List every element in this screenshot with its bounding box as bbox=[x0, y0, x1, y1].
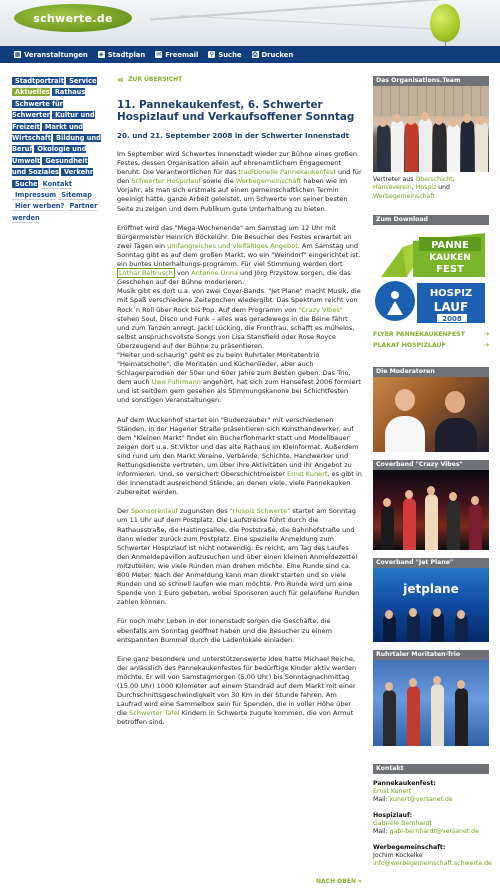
trio-photo bbox=[373, 660, 489, 746]
crazy-vibes-photo bbox=[373, 470, 489, 550]
topnav-stadtplan[interactable]: ◈ Stadtplan bbox=[98, 50, 146, 59]
link-angebot[interactable]: umfangreiches und vielfältiges Angebot bbox=[167, 241, 298, 250]
print-icon: ⎙ bbox=[252, 51, 258, 58]
link-schwerter-tafel[interactable]: Schwerter Tafel bbox=[129, 709, 180, 718]
festival-logo-art bbox=[373, 231, 489, 327]
sidebar-item-kultur-freizeit[interactable]: Kultur und Freizeit bbox=[12, 111, 95, 131]
team-caption: Vertreter aus Oberschicht, Hanseverein, Hospiz und Werbegemeinschaft bbox=[373, 176, 455, 200]
kontakt-email-link[interactable]: info@werbegemeinschaft.schwerte.de bbox=[373, 860, 492, 868]
link-hospiz[interactable]: Hospiz bbox=[415, 184, 437, 192]
jet-plane-logo: jetplane bbox=[403, 582, 459, 597]
sidebar-item-verkehr[interactable]: Verkehr bbox=[61, 168, 93, 177]
balloon-icon bbox=[430, 4, 460, 42]
art-word: FEST bbox=[436, 264, 464, 276]
download-arrow-icon: ⇢ bbox=[483, 341, 489, 350]
sidebar-item-aktuelles[interactable]: Aktuelles bbox=[12, 88, 50, 97]
art-word: HOSPIZ bbox=[429, 288, 473, 300]
article-subtitle: 20. und 21. September 2008 in der Schwerter Innenstadt bbox=[117, 131, 350, 140]
crazy-vibes-box-header: Coverband "Crazy Vibes" bbox=[373, 460, 489, 470]
right-sidebar bbox=[373, 76, 492, 868]
header-decoration bbox=[150, 0, 449, 20]
jet-plane-photo bbox=[373, 568, 489, 642]
article-paragraph: Eröffnet wird das "Mega-Wochenende" am Samstag um 12 Uhr mit Bürgermeister Heinrich Böckelühr. Die Besucher des Festes erwartet an zwei Tagen ein umfangreiches und vielfältiges Angebot. Am Samstag und Sonntag gibt es auf dem großen Markt, wo ein "Weindorf" eingerichtet ist, ein buntes Unterhaltungs-programm. Für viel Stimmung werden dort Lothar Baltrusch von Antenne Unna und Jörg Przystow sorgen, die das Geschehen auf der Bühne moderieren. Musik gibt es dort u.a. von zwei Cover-Bands. "Jet Plane" macht Musik, die mit Spaß verschiedene Zeitepochen wiedergibt. Das Spektrum reicht von Rock´n Roll über Rock bis Pop. Auf dem Programm von "Crazy Vibes" stehen Soul, Disco und Funk – alles was geradewegs in die Beine fährt und zum Tanzen anregt. Jacki Lücking, die Frontfrau, schafft es mühelos, selbst anspruchsvollste Songs von Lisa Stansfield oder Rose Royce überzeugend auf der Bühne zu präsentieren. "Heiter und schaurig" geht es zu beim Ruhrtaler Moritatentrio "Heimatscholle", die Moritaten und Küchenlieder, aber auch Schlagerparodien der 50er und 60er Jahre zum Besten geben. Das Trio, dem auch Uwe Fuhrmann angehört, hat sich zum Hansefest 2006 formiert und ist seitdem gern gesehen als Stimmungskanone bei Schichtfesten und sonstigen Veranstaltungen. bbox=[117, 223, 361, 405]
download-plakat-link[interactable]: PLAKAT HOSPIZLAUF ⇢ bbox=[373, 341, 489, 350]
article-paragraph: Eine ganz besondere und unterstützenswerte Idee hatte Michael Reiche, der anlässlich des Pannekaukenfestes für bedürftige Kinder aktiv werden möchte. Er will von Samstagmorgen (5.00 Uhr) bis Sonntagnachmittag (15.00 Uhr) 1000 Kilometer auf einem Standrad auf dem Markt mit einer Durchschnittsgeschwindigkeit von 30 Km in der Stunde fahren. Am Laufrad wird eine Sammelbox sein für Spenden, die in voller Höhe über die Schwerter Tafel Kindern in Schwerte zugute kommen, die von Armut betroffen sind. bbox=[117, 654, 357, 727]
calendar-icon: ▦ bbox=[14, 51, 21, 58]
kontakt-email-link[interactable]: gabi-bernhardt@versanet.de bbox=[389, 828, 479, 836]
kontakt-email-link[interactable]: kunert@versanet.de bbox=[389, 796, 453, 804]
team-photo bbox=[373, 86, 489, 172]
sidebar-item-rathaus[interactable]: Rathaus bbox=[52, 88, 85, 97]
kontakt-name: Jochim Kockelke bbox=[373, 852, 423, 860]
article-paragraph: Im September wird Schwertes Innenstadt wieder zur Bühne eines großen Festes, dessen Organisation allein auf ehrenamtlichem Engagement beruht. Die Verantwortlichen für das traditionelle Pannekaukenfest und für den Schwerter Hospizlauf sowie die Werbegemeinschaft haben wie im Vorjahr, als man sich erstmals auf einen gemeinschaftlichen Termin geeinigt hatte, ganze Arbeit geleistet, um Schwerte von seiner besten Seite zu zeigen und dem Publikum gute Unterhaltung zu bieten. bbox=[117, 150, 362, 213]
article-paragraph: Der Sponsorenlauf zugunsten des "Hospiz Schwerte" startet am Sonntag um 11 Uhr auf dem Postplatz. Die Laufstrecke führt durch die Rathausstraße, die Hastingsallee, die Poststraße, die Bahnhofstraße und dann wieder zurück zum Postplatz. Eine spezielle Anmeldung zum Schwerter Hospizlauf ist nicht notwendig. Es reicht, am Tag des Laufes den Anmeldepavillon aufzusuchen und über einen kleinen Anmeldezettel mitzuteilen, wie viele Runden man drehen möchte. Eine Runde sind ca. 800 Meter. Nach der Anmeldung kann man direkt starten und so viele Runden und so schnell laufen wie man möchte. Pro Runde wird um eine Spende von 1 Euro gebeten, wobei Sponsoren auch für gelaufene Runden zahlen können. bbox=[117, 507, 360, 607]
search-icon: ⚲ bbox=[209, 51, 215, 58]
sidebar-item-suche[interactable]: Suche bbox=[12, 180, 38, 189]
map-icon: ◈ bbox=[98, 51, 104, 58]
link-hospizlauf[interactable]: Schwerter Hospizlauf bbox=[131, 177, 201, 186]
download-box-header: Zum Download bbox=[373, 215, 489, 225]
kontakt-label: Werbegemeinschaft: bbox=[373, 844, 446, 852]
topnav-freemail[interactable]: ✉ Freemail bbox=[156, 50, 199, 59]
kontakt-name-link[interactable]: Gabriele Bernhardt bbox=[373, 820, 432, 828]
art-word: KAUKEN bbox=[429, 253, 471, 264]
jet-plane-box-header: Coverband "Jet Plane" bbox=[373, 558, 489, 568]
sidebar-item-stadtportrait[interactable]: Stadtportrait bbox=[12, 77, 64, 86]
sidebar-item-gesundheit-soziales[interactable]: Gesundheit und Soziales bbox=[12, 156, 88, 177]
top-navigation bbox=[0, 46, 500, 63]
kontakt-box: Pannekaukenfest: Ernst Kunert Mail: kunert@versanet.de Hospizlauf: Gabriele Bernhardt Mail: gabi-bernhardt@versanet.de Werbegemeinschaft: Jochim Kockelke info@werbegemeinschaft.schwerte.de bbox=[373, 780, 492, 868]
double-chevron-up-icon: » bbox=[358, 878, 362, 885]
sidebar-item-partner-werden[interactable]: Partner werden bbox=[12, 202, 98, 222]
link-hanseverein[interactable]: Hanseverein bbox=[373, 184, 412, 192]
kontakt-label: Pannekaukenfest: bbox=[373, 780, 436, 788]
sidebar-navigation bbox=[12, 76, 103, 224]
site-logo[interactable] bbox=[14, 4, 132, 32]
logo-text: schwerte.de bbox=[33, 11, 113, 25]
double-chevron-left-icon: « bbox=[117, 72, 125, 86]
sidebar-item-hier-werben[interactable]: Hier werben? bbox=[12, 202, 64, 211]
back-to-top-link[interactable]: NACH OBEN » bbox=[316, 878, 362, 885]
download-flyer-link[interactable]: FLYER PANNEKAUKENFEST ⇢ bbox=[373, 330, 489, 339]
sidebar-item-markt-wirtschaft[interactable]: Markt und Wirtschaft bbox=[12, 122, 84, 143]
art-word: LAUF bbox=[433, 300, 469, 315]
link-pannekaukenfest[interactable]: traditionelle Pannekaukenfest bbox=[238, 168, 336, 177]
sidebar-item-schwerte-fuer-schwerter[interactable]: Schwerte für Schwerter bbox=[12, 99, 63, 120]
kontakt-name-link[interactable]: Ernst Kunert bbox=[373, 788, 412, 796]
download-arrow-icon: ⇢ bbox=[483, 330, 489, 339]
article-paragraph: Für noch mehr Leben in der Innenstadt sorgen die Geschäfte, die ebenfalls am Sonntag geöffnet haben und die Besucher zu einem entspannten Bummel durch die Ladenlokale einladen. bbox=[117, 617, 332, 644]
link-oberschicht[interactable]: Oberschicht bbox=[415, 176, 453, 183]
link-sponsorenlauf[interactable]: Sponsorenlauf bbox=[130, 507, 178, 516]
sidebar-item-oekologie-umwelt[interactable]: Ökologie und Umwelt bbox=[12, 145, 87, 165]
moderators-photo bbox=[373, 377, 489, 452]
topnav-veranstaltungen[interactable]: ▦ Veranstaltungen bbox=[14, 50, 88, 59]
sidebar-item-bildung-beruf[interactable]: Bildung und Beruf bbox=[12, 134, 101, 154]
link-ernst-kunert[interactable]: Ernst Kunert bbox=[287, 470, 328, 479]
article-title: 11. Pannekaukenfest, 6. Schwerter Hospizlauf und Verkaufsoffener Sonntag bbox=[117, 99, 355, 123]
art-year: 2008 bbox=[442, 315, 462, 324]
team-box-header: Das Organisations.Team bbox=[373, 76, 489, 86]
kontakt-label: Hospizlauf: bbox=[373, 812, 413, 820]
link-lothar-baltrusch[interactable]: Lothar Baltrusch bbox=[119, 269, 173, 278]
link-crazy-vibes[interactable]: "Crazy Vibes" bbox=[298, 305, 343, 314]
link-werbegemeinschaft-team[interactable]: Werbegemeinschaft bbox=[373, 192, 435, 200]
link-antenne-unna[interactable]: Antenne Unna bbox=[191, 269, 238, 278]
sidebar-item-service[interactable]: Service bbox=[66, 77, 96, 86]
sidebar-item-kontakt[interactable]: Kontakt bbox=[40, 180, 72, 189]
kontakt-box-header: Kontakt bbox=[373, 764, 489, 774]
header-decoration bbox=[180, 15, 440, 30]
article bbox=[117, 72, 362, 727]
back-to-overview-link[interactable]: « ZUR ÜBERSICHT bbox=[117, 72, 183, 86]
sidebar-item-impressum[interactable]: Impressum bbox=[12, 191, 56, 200]
topnav-suche[interactable]: ⚲ Suche bbox=[209, 50, 242, 59]
mail-icon: ✉ bbox=[156, 51, 162, 58]
trio-box-header: Ruhrtaler Moritaten-Trio bbox=[373, 650, 489, 660]
article-paragraph: Auf dem Wuckenhof startet ein "Budenzauber" mit verschiedenen Ständen, in der Hagener Straße präsentieren sich Kunsthandwerker, auf dem "Kleinen Markt" findet ein Bücherflohmarkt statt und Modellbauer zeigen dort u.a. St.Viktor und das alte Rathaus im Kleinformat. Außerdem sind rund um den Markt Vereine, Verbände, Schichte, Handwerker und Rettungsdienste vertreten, um über ihre Aktivitäten und ihr Angebot zu informieren. Und, so versichert Oberschichtmeister Ernst Kunert, es gibt in der Innenstadt ausreichend Stände, an denen viele, viele Pannekauken zubereitet werden. bbox=[117, 415, 362, 497]
art-word: PANNE bbox=[431, 240, 469, 252]
site-header bbox=[0, 0, 500, 46]
sidebar-item-sitemap[interactable]: Sitemap bbox=[58, 191, 92, 200]
moderators-box-header: Die Moderatoren bbox=[373, 367, 489, 377]
link-werbegemeinschaft[interactable]: Werbegemeinschaft bbox=[235, 177, 302, 186]
festival-logo-graphic bbox=[373, 231, 489, 327]
link-uwe-fuhrmann[interactable]: Uwe Fuhrmann bbox=[151, 378, 201, 387]
link-hospiz-schwerte[interactable]: "Hospiz Schwerte" bbox=[229, 507, 291, 516]
topnav-drucken[interactable]: ⎙ Drucken bbox=[252, 50, 294, 59]
